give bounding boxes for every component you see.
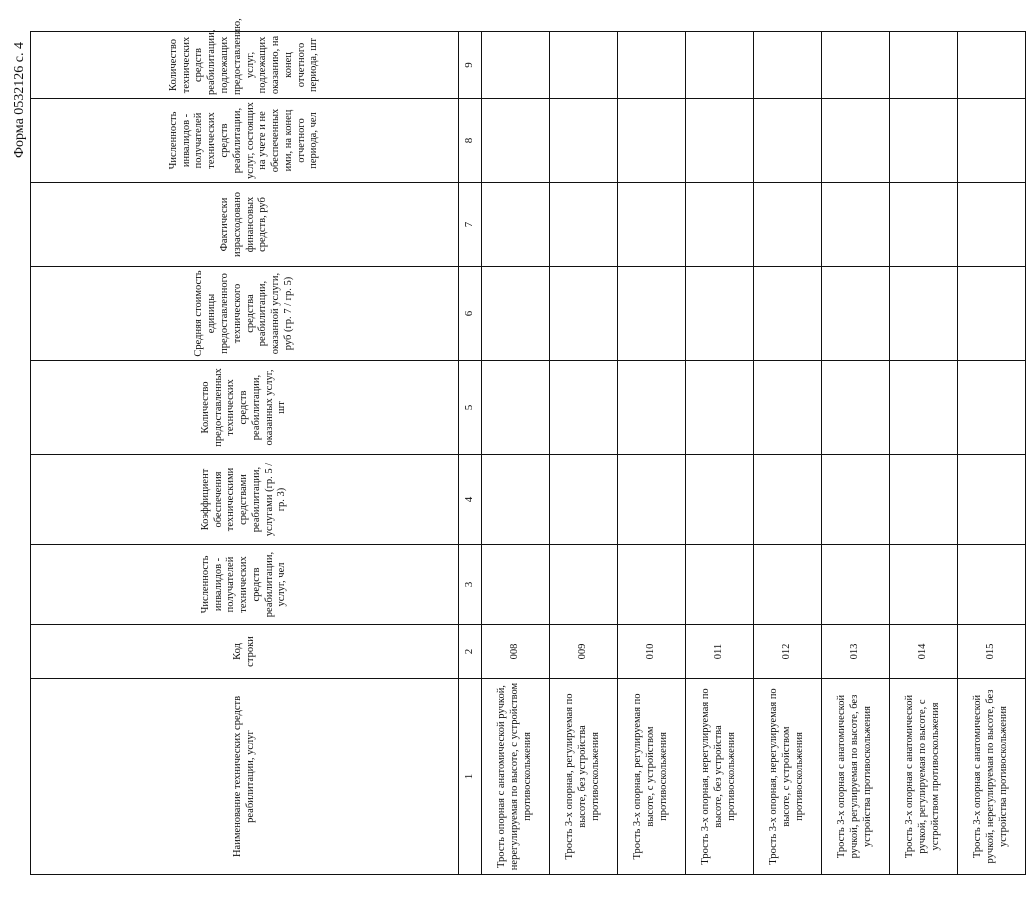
empty-value-cell xyxy=(754,32,822,99)
empty-value-cell xyxy=(890,455,958,545)
empty-value-cell xyxy=(890,361,958,455)
empty-value-cell xyxy=(754,455,822,545)
row-code: 008 xyxy=(482,625,550,679)
empty-value-cell xyxy=(482,361,550,455)
empty-value-cell xyxy=(686,267,754,361)
empty-value-cell xyxy=(822,455,890,545)
empty-value-cell xyxy=(958,99,1026,183)
table-row xyxy=(482,32,550,875)
empty-value-cell xyxy=(618,361,686,455)
row-code: 009 xyxy=(550,625,618,679)
empty-value-cell xyxy=(958,183,1026,267)
empty-value-cell xyxy=(686,32,754,99)
empty-value-cell xyxy=(890,32,958,99)
row-code: 015 xyxy=(958,625,1026,679)
header-cell: Численность инвалидов - получателей технических средств реабилитации, услуг, чел xyxy=(31,545,459,625)
empty-value-cell xyxy=(822,361,890,455)
empty-value-cell xyxy=(890,183,958,267)
empty-value-cell xyxy=(754,545,822,625)
empty-value-cell xyxy=(754,99,822,183)
empty-value-cell xyxy=(890,267,958,361)
empty-value-cell xyxy=(618,99,686,183)
empty-value-cell xyxy=(822,545,890,625)
column-number: 3 xyxy=(459,545,482,625)
empty-value-cell xyxy=(958,32,1026,99)
column-number: 2 xyxy=(459,625,482,679)
column-number-row xyxy=(459,32,482,875)
empty-value-cell xyxy=(550,99,618,183)
empty-value-cell xyxy=(618,267,686,361)
empty-value-cell xyxy=(550,267,618,361)
empty-value-cell xyxy=(822,32,890,99)
table-row xyxy=(550,32,618,875)
header-cell: Наименование технических средств реабилитации, услуг xyxy=(31,679,459,875)
header-cell: Количество технических средств реабилитации, подлежащих предоставлению, услуг, подлежащих оказанию, на конец отчетного периода, шт xyxy=(31,32,459,99)
item-name: Трость 3-х опорная, нерегулируемая по высоте, с устройством противоскольжения xyxy=(754,679,822,875)
empty-value-cell xyxy=(890,545,958,625)
header-cell: Количество предоставленных технических средств реабилитации, оказанных услуг, шт xyxy=(31,361,459,455)
column-number: 8 xyxy=(459,99,482,183)
empty-value-cell xyxy=(686,183,754,267)
empty-value-cell xyxy=(618,183,686,267)
empty-value-cell xyxy=(822,267,890,361)
empty-value-cell xyxy=(482,99,550,183)
row-code: 011 xyxy=(686,625,754,679)
empty-value-cell xyxy=(482,545,550,625)
header-cell: Фактически израсходовано финансовых средств, руб xyxy=(31,183,459,267)
row-code: 010 xyxy=(618,625,686,679)
empty-value-cell xyxy=(958,361,1026,455)
column-number: 6 xyxy=(459,267,482,361)
row-code: 012 xyxy=(754,625,822,679)
empty-value-cell xyxy=(618,455,686,545)
column-number: 1 xyxy=(459,679,482,875)
empty-value-cell xyxy=(754,267,822,361)
statistics-table xyxy=(30,18,1026,875)
header-cell: Код строки xyxy=(31,625,459,679)
form-label: Форма 0532126 с. 4 xyxy=(12,42,27,159)
table-row xyxy=(686,32,754,875)
empty-value-cell xyxy=(550,32,618,99)
row-code: 013 xyxy=(822,625,890,679)
item-name: Трость 3-х опорная, регулируемая по высоте, без устройства противоскольжения xyxy=(550,679,618,875)
empty-value-cell xyxy=(686,455,754,545)
empty-value-cell xyxy=(754,183,822,267)
empty-value-cell xyxy=(686,99,754,183)
row-code: 014 xyxy=(890,625,958,679)
header-cell: Средняя стоимость единицы предоставленного технического средства реабилитации, оказанной услуги, руб (гр. 7 / гр. 5) xyxy=(31,267,459,361)
empty-value-cell xyxy=(686,545,754,625)
empty-value-cell xyxy=(482,455,550,545)
empty-value-cell xyxy=(482,267,550,361)
empty-value-cell xyxy=(958,455,1026,545)
table-row xyxy=(754,32,822,875)
table-row xyxy=(822,32,890,875)
empty-value-cell xyxy=(686,361,754,455)
column-number: 4 xyxy=(459,455,482,545)
column-number: 9 xyxy=(459,32,482,99)
empty-value-cell xyxy=(550,183,618,267)
empty-value-cell xyxy=(822,99,890,183)
empty-value-cell xyxy=(822,183,890,267)
empty-value-cell xyxy=(482,183,550,267)
column-number: 7 xyxy=(459,183,482,267)
item-name: Трость 3-х опорная, регулируемая по высоте, с устройством противоскольжения xyxy=(618,679,686,875)
table-row xyxy=(890,32,958,875)
table-row xyxy=(958,32,1026,875)
empty-value-cell xyxy=(754,361,822,455)
item-name: Трость 3-х опорная с анатомической ручкой, нерегулируемая по высоте, без устройства противоскольжения xyxy=(958,679,1026,875)
item-name: Трость 3-х опорная, нерегулируемая по высоте, без устройства противоскольжения xyxy=(686,679,754,875)
empty-value-cell xyxy=(618,545,686,625)
empty-value-cell xyxy=(958,267,1026,361)
empty-value-cell xyxy=(550,455,618,545)
empty-value-cell xyxy=(890,99,958,183)
empty-value-cell xyxy=(550,545,618,625)
item-name: Трость 3-х опорная с анатомической ручкой, регулируемая по высоте, без устройства противоскольжения xyxy=(822,679,890,875)
empty-value-cell xyxy=(958,545,1026,625)
empty-value-cell xyxy=(482,32,550,99)
header-row xyxy=(31,32,459,875)
header-cell: Численность инвалидов - получателей технических средств реабилитации, услуг, состоящих на учете и не обеспеченных ими, на конец отчетного периода, чел xyxy=(31,99,459,183)
header-cell: Коэффициент обеспечения техническими средствами реабилитации, услугами (гр. 5 / гр. 3) xyxy=(31,455,459,545)
item-name: Трость опорная с анатомической ручкой, нерегулируемая по высоте, с устройством противоскольжения xyxy=(482,679,550,875)
item-name: Трость 3-х опорная с анатомической ручкой, регулируемая по высоте, с устройством противоскольжения xyxy=(890,679,958,875)
table-row xyxy=(618,32,686,875)
column-number: 5 xyxy=(459,361,482,455)
empty-value-cell xyxy=(550,361,618,455)
empty-value-cell xyxy=(618,32,686,99)
